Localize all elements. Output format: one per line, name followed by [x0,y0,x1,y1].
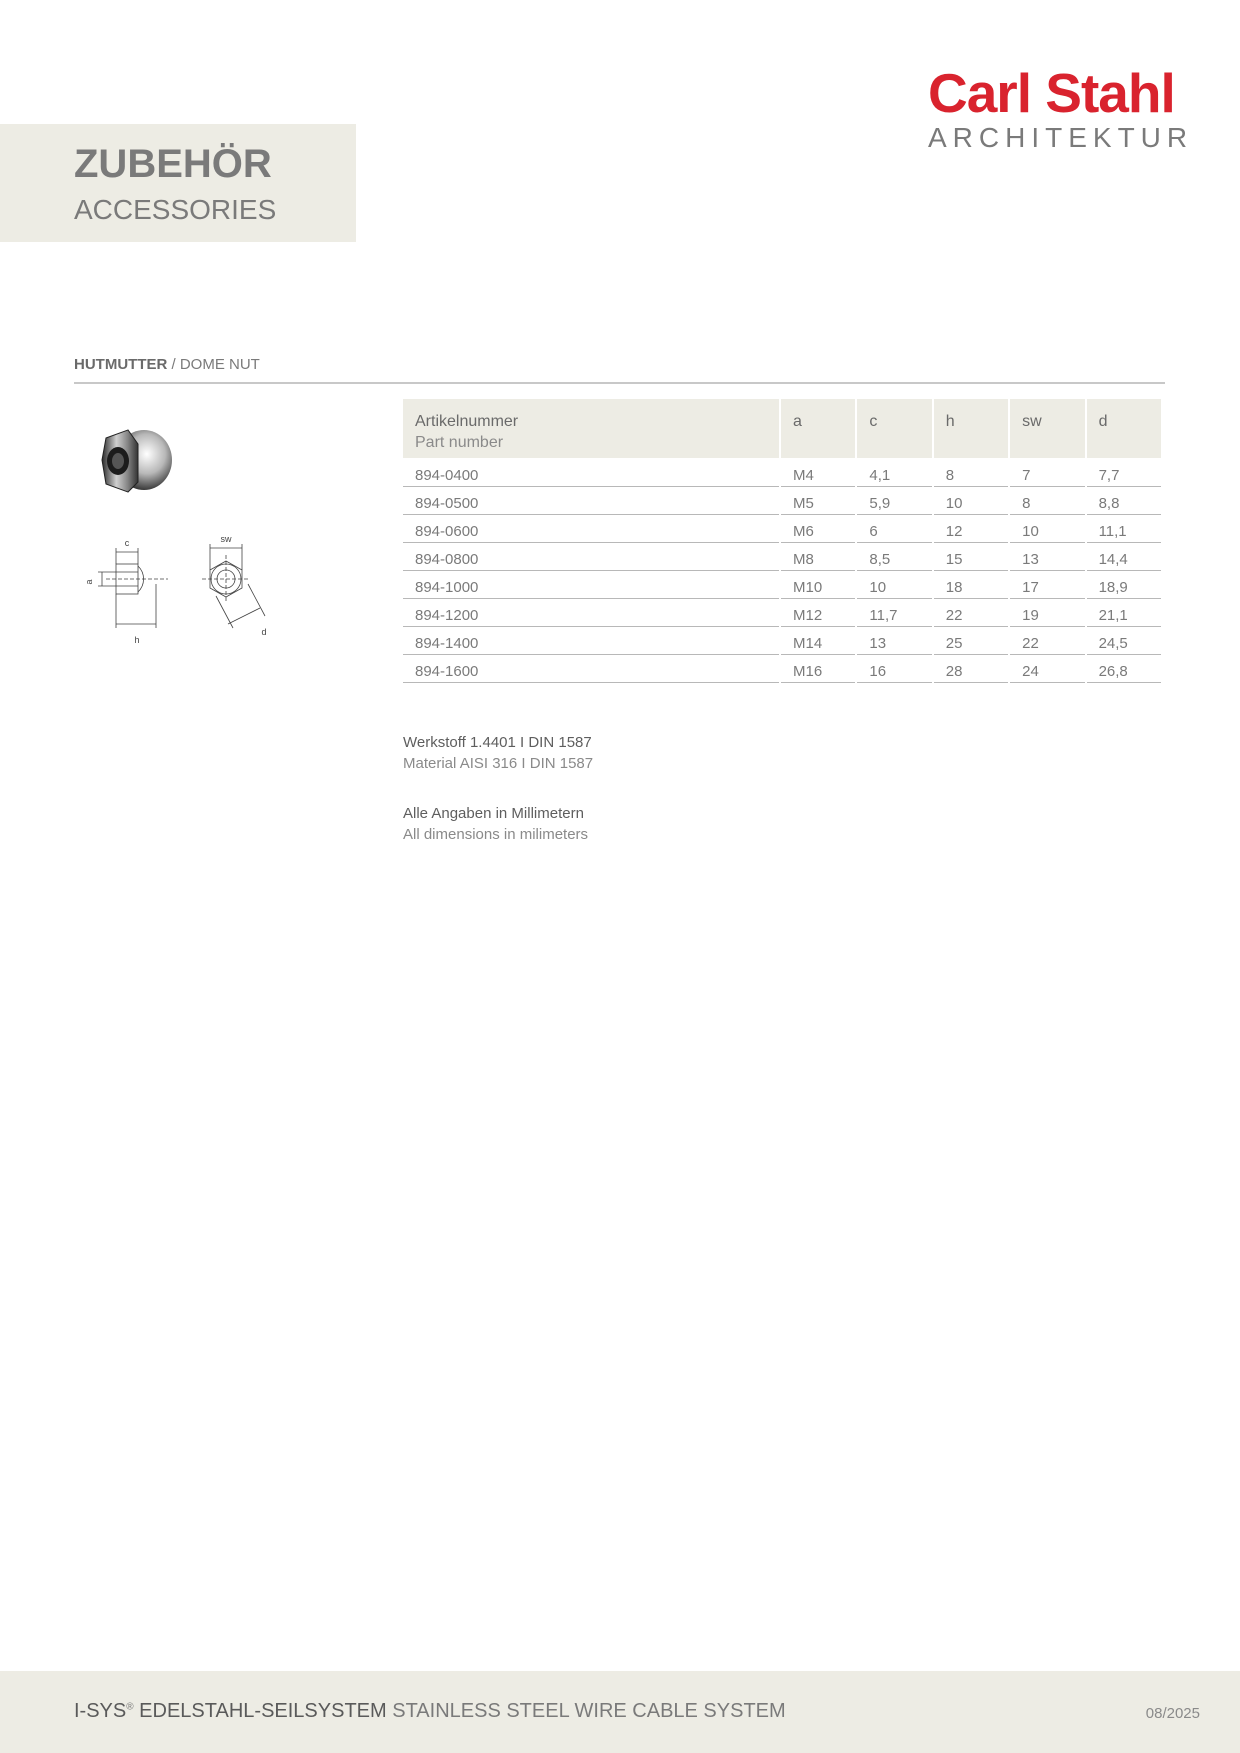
page-footer [0,1671,1240,1753]
page-title-box [0,124,356,242]
section-title-en: DOME NUT [179,356,260,373]
cell-c: 6 [857,515,931,543]
cell-h: 10 [934,487,1008,515]
brand-name: Carl Stahl [928,62,1175,124]
table-row [403,571,1161,599]
column-header-h: h [934,399,1008,458]
cell-d: 11,1 [1087,515,1161,543]
drawing-label-d: d [261,627,267,637]
cell-part-number: 894-1400 [403,627,779,655]
material-note-de: Werkstoff 1.4401 I DIN 1587 [403,734,592,751]
cell-d: 8,8 [1087,487,1161,515]
dome-nut-drawing-icon [76,534,286,654]
cell-part-number: 894-1000 [403,571,779,599]
cell-c: 10 [857,571,931,599]
cell-a: M6 [781,515,855,543]
cell-d: 26,8 [1087,655,1161,683]
cell-part-number: 894-0500 [403,487,779,515]
page-title-de: ZUBEHÖR [74,142,272,186]
cell-h: 22 [934,599,1008,627]
cell-c: 11,7 [857,599,931,627]
cell-h: 25 [934,627,1008,655]
table-row [403,655,1161,683]
cell-a: M5 [781,487,855,515]
section-title-de: HUTMUTTER [74,356,168,373]
cell-d: 14,4 [1087,543,1161,571]
drawing-label-h: h [134,635,140,645]
table-header-row [403,399,1161,458]
cell-h: 12 [934,515,1008,543]
dimensions-note-en: All dimensions in milimeters [403,826,589,843]
cell-d: 24,5 [1087,627,1161,655]
column-header-c: c [857,399,931,458]
drawing-label-c: c [124,538,130,548]
cell-d: 18,9 [1087,571,1161,599]
cell-d: 21,1 [1087,599,1161,627]
dimensions-note-de: Alle Angaben in Millimetern [403,805,584,822]
table-row [403,487,1161,515]
cell-a: M4 [781,458,855,487]
table-row [403,599,1161,627]
cell-c: 8,5 [857,543,931,571]
drawing-label-a: a [84,579,94,585]
cell-sw: 8 [1010,487,1084,515]
cell-c: 13 [857,627,931,655]
cell-sw: 24 [1010,655,1084,683]
cell-h: 8 [934,458,1008,487]
cell-part-number: 894-0800 [403,543,779,571]
cell-c: 4,1 [857,458,931,487]
table-row [403,515,1161,543]
cell-sw: 10 [1010,515,1084,543]
column-header-sw: sw [1010,399,1084,458]
cell-sw: 19 [1010,599,1084,627]
cell-sw: 22 [1010,627,1084,655]
cell-part-number: 894-0400 [403,458,779,487]
section-title-separator: / [167,356,180,373]
cell-h: 15 [934,543,1008,571]
brand-logo [928,62,1194,153]
cell-a: M8 [781,543,855,571]
dimensions-table [401,399,1163,683]
cell-a: M12 [781,599,855,627]
cell-h: 28 [934,655,1008,683]
cell-part-number: 894-0600 [403,515,779,543]
cell-a: M14 [781,627,855,655]
cell-c: 16 [857,655,931,683]
cell-a: M16 [781,655,855,683]
section-divider [74,382,1165,384]
material-note-en: Material AISI 316 I DIN 1587 [403,755,594,772]
column-header-d: d [1087,399,1161,458]
drawing-label-sw: sw [220,534,232,544]
brand-sub: ARCHITEKTUR [928,122,1194,153]
cell-c: 5,9 [857,487,931,515]
footer-date: 08/2025 [1145,1705,1200,1722]
section-title [74,356,260,373]
column-header-a: a [781,399,855,458]
dome-nut-photo-icon [98,424,178,496]
column-header-part-number: Artikelnummer Part number [403,399,779,458]
table-row [403,543,1161,571]
cell-sw: 7 [1010,458,1084,487]
table-row [403,627,1161,655]
cell-a: M10 [781,571,855,599]
cell-part-number: 894-1600 [403,655,779,683]
cell-sw: 17 [1010,571,1084,599]
cell-h: 18 [934,571,1008,599]
cell-sw: 13 [1010,543,1084,571]
footer-title: I-SYS® EDELSTAHL-SEILSYSTEM STAINLESS STEEL WIRE CABLE SYSTEM [74,1700,786,1722]
cell-part-number: 894-1200 [403,599,779,627]
page-title-en: ACCESSORIES [74,194,277,225]
cell-d: 7,7 [1087,458,1161,487]
notes [403,732,593,845]
table-row [403,458,1161,487]
